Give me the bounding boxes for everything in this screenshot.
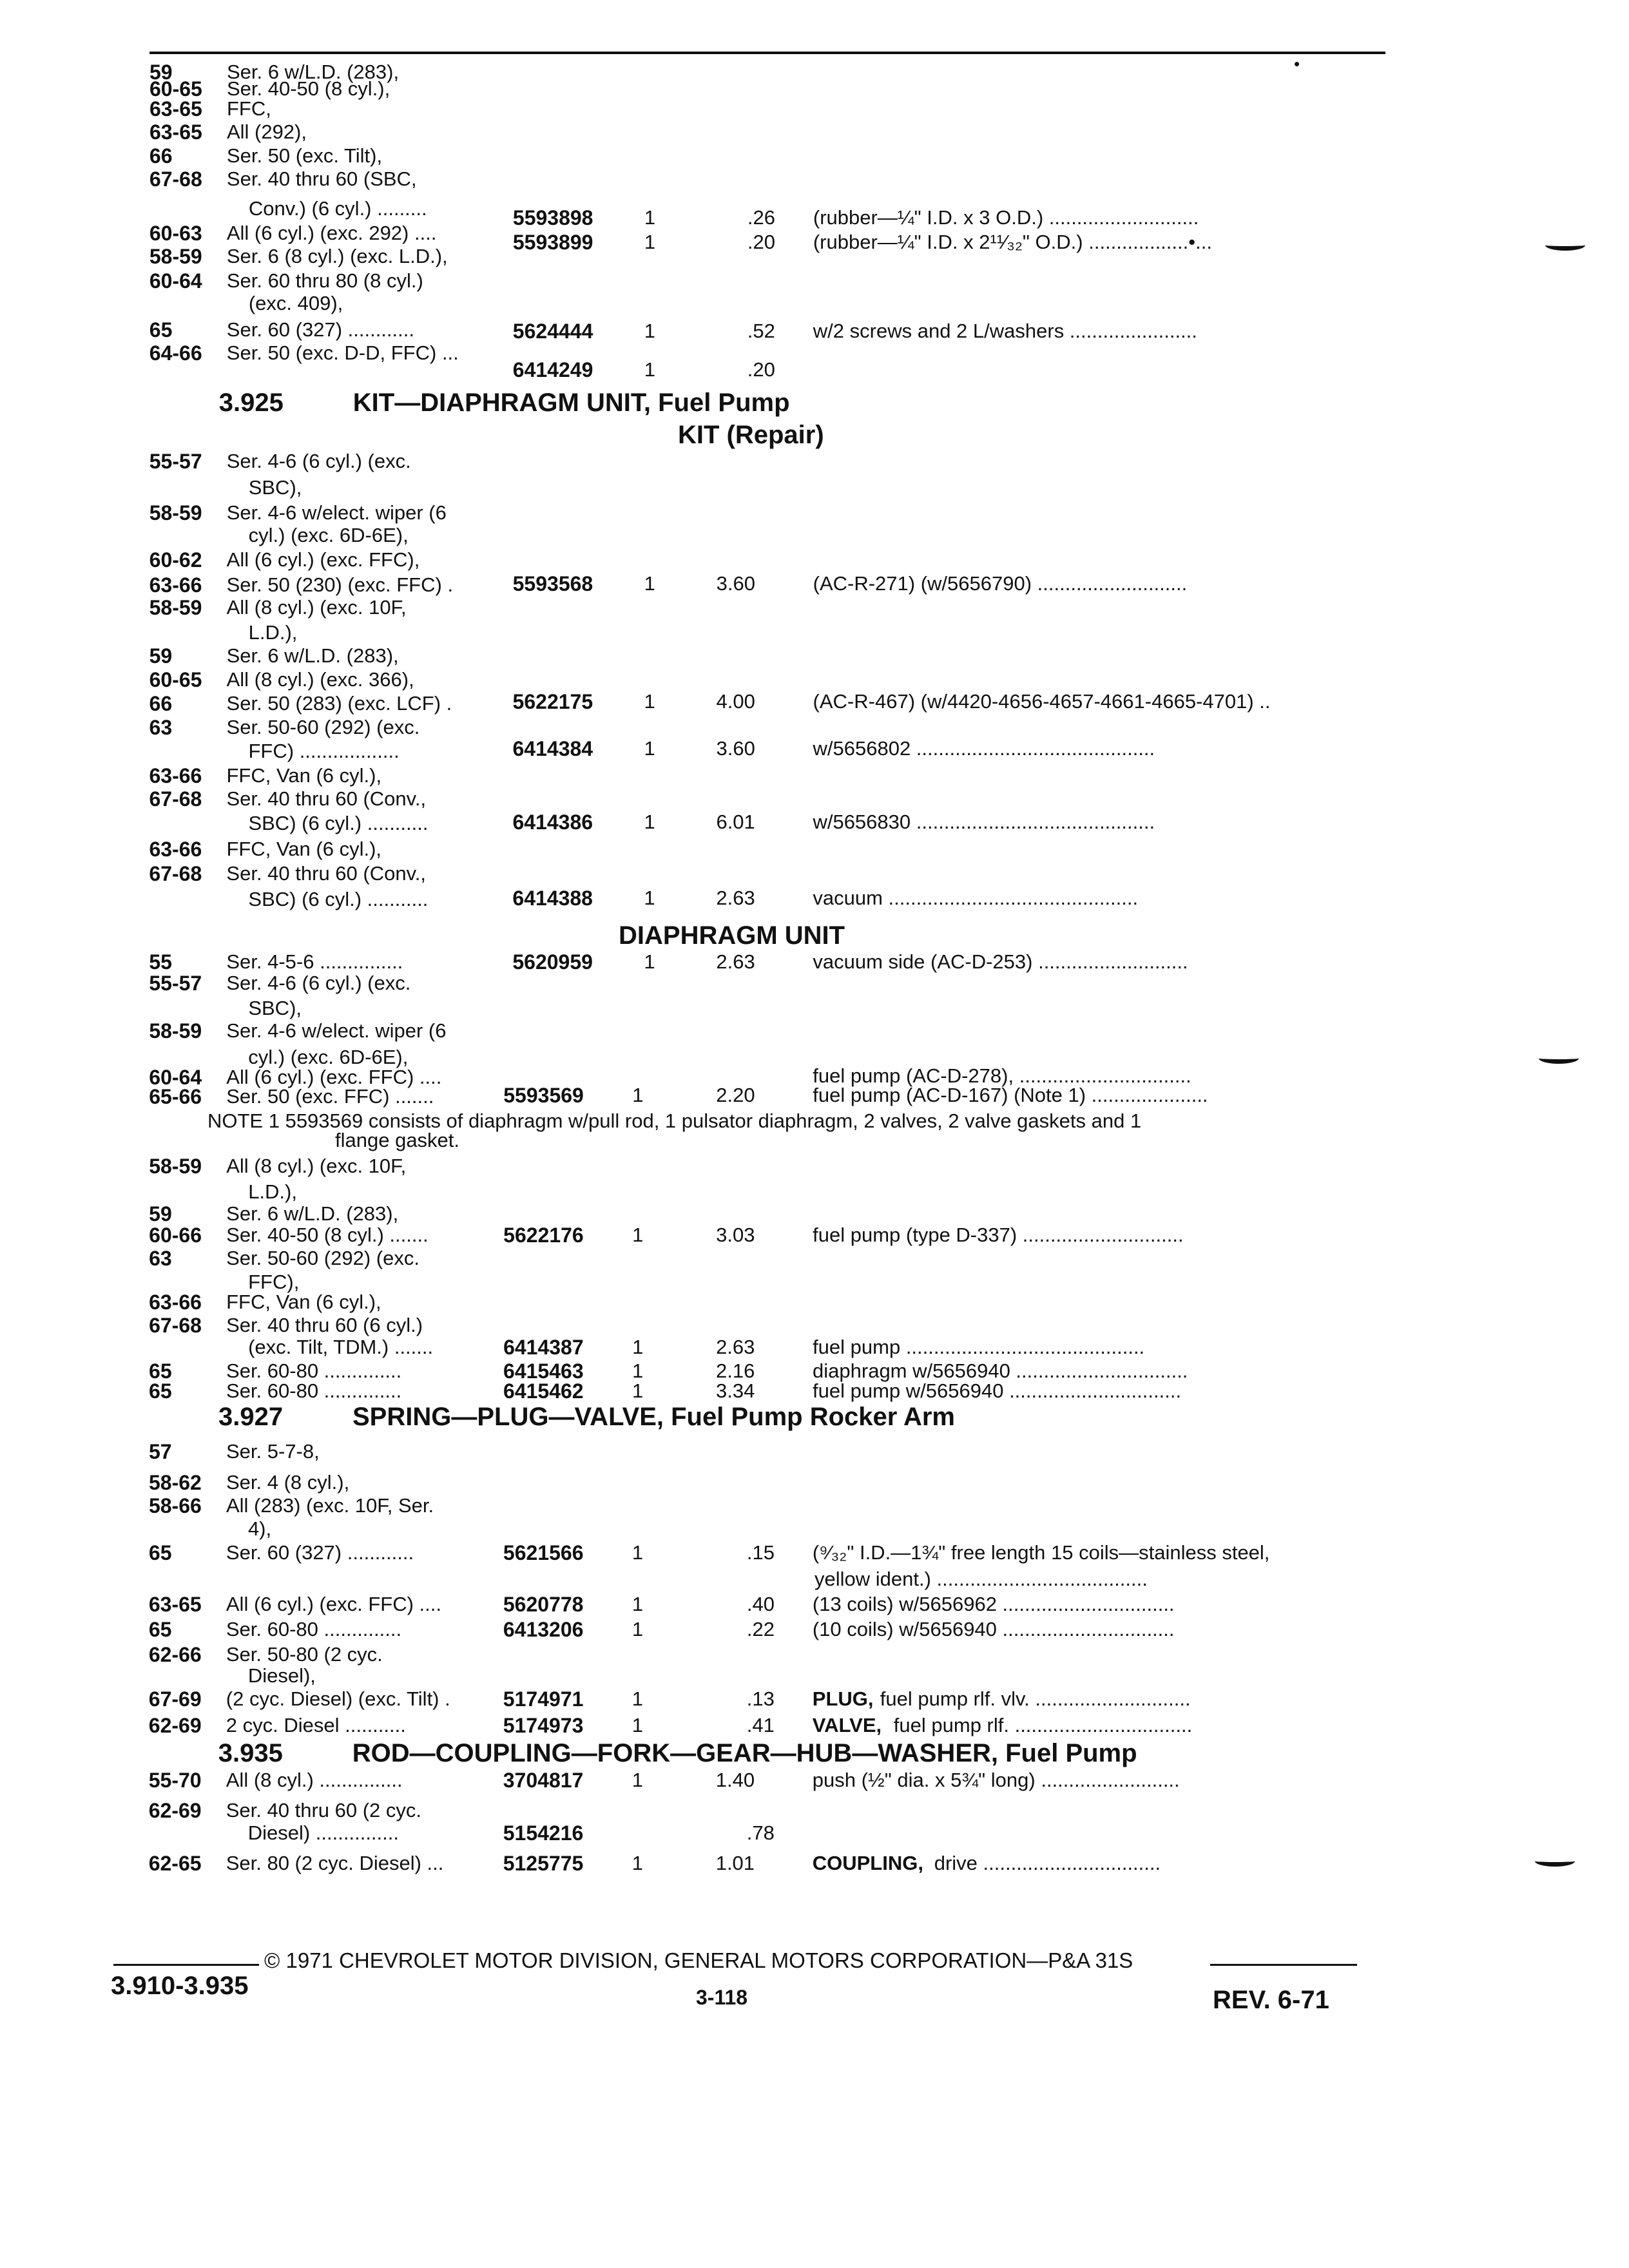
price: .20 [747,358,775,381]
part-number: 5620959 [512,950,593,974]
part-number: 6415462 [503,1379,584,1403]
top-dot: • [1294,54,1300,73]
model-years: 67-68 [149,1314,202,1337]
application-desc: Ser. 4 (8 cyl.), [226,1471,350,1494]
binding-mark [1539,1053,1579,1064]
model-years: 60-64 [149,269,202,293]
model-years: 65 [148,1618,172,1641]
footer-rule-right [1210,1964,1357,1966]
application-desc: All (6 cyl.) (exc. FFC) .... [226,1593,441,1615]
description: w/2 screws and 2 L/washers ....................... [813,320,1197,342]
application-desc: Ser. 50 (230) (exc. FFC) . [226,573,454,596]
model-years: 58-59 [149,501,202,524]
part-number: 5621566 [503,1541,584,1564]
subsection-title: DIAPHRAGM UNIT [619,921,845,950]
application-desc: Ser. 4-6 (6 cyl.) (exc. [226,450,411,472]
part-number: 5174971 [503,1687,584,1711]
application-desc: Ser. 40 thru 60 (2 cyc. [226,1799,421,1821]
quantity: 1 [631,1852,643,1874]
section-number: 3.925 [218,389,284,417]
part-number: 5125775 [503,1852,584,1875]
description: fuel pump rlf. vlv. ............................ [880,1687,1191,1710]
description: fuel pump (AC-D-167) (Note 1) ..................... [813,1084,1208,1106]
model-years: 63-65 [149,120,202,144]
model-years: 58-59 [149,1019,202,1043]
quantity: 1 [631,1769,643,1791]
top-rule [149,52,1385,54]
item-name: COUPLING, [812,1852,923,1874]
part-number: 5593569 [503,1084,584,1107]
footer-rule-left [113,1964,259,1966]
model-years: 65 [148,1541,172,1564]
application-desc: All (292), [226,120,307,143]
model-years: 60-62 [149,548,202,572]
price: 3.34 [716,1379,755,1402]
price: .15 [746,1541,775,1564]
model-years: 58-59 [149,596,202,619]
description: vacuum side (AC-D-253) ........................... [813,950,1188,973]
model-years: 63-66 [149,838,202,861]
model-years: 55-57 [149,972,202,995]
model-years: 59 [149,644,173,668]
application-desc: Ser. 40 thru 60 (Conv., [226,862,427,885]
note-text: NOTE 1 5593569 consists of diaphragm w/pull rod, 1 pulsator diaphragm, 2 valves, 2 valve gaskets and 1 [207,1110,1142,1132]
description: diaphragm w/5656940 ............................... [813,1360,1188,1382]
price: 2.20 [716,1084,755,1106]
model-years: 67-68 [149,787,202,811]
model-years: 57 [148,1440,172,1463]
quantity: 1 [644,358,656,381]
application-desc: (2 cyc. Diesel) (exc. Tilt) . [226,1687,450,1710]
model-years: 65-66 [149,1085,202,1108]
part-number: 6413206 [503,1618,584,1641]
model-years: 63 [149,716,173,739]
application-desc-cont: L.D.), [248,621,298,644]
application-desc-cont: Diesel), [247,1664,316,1687]
model-years: 60-64 [149,1066,202,1089]
price: .13 [746,1687,775,1710]
binding-mark [1535,1856,1575,1867]
model-years: 60-63 [149,222,202,245]
application-desc-cont: SBC) (6 cyl.) ........... [248,812,429,834]
price: 4.00 [716,690,755,713]
model-years: 63-66 [149,573,202,597]
description: (AC-R-467) (w/4420-4656-4657-4661-4665-4701) .. [813,690,1271,713]
price: .78 [746,1821,775,1844]
quantity: 1 [631,1714,644,1736]
description: push (½" dia. x 5¾" long) ......................... [812,1769,1180,1791]
footer-section-range: 3.910-3.935 [111,1972,249,2000]
application-desc: Ser. 50-60 (292) (exc. [226,1247,419,1269]
application-desc: Ser. 6 w/L.D. (283), [226,644,399,667]
application-desc: 2 cyc. Diesel ........... [226,1714,406,1736]
model-years: 58-59 [149,245,202,268]
section-title: SPRING—PLUG—VALVE, Fuel Pump Rocker Arm [352,1403,955,1431]
part-number: 5593568 [512,572,593,595]
application-desc: Ser. 50 (exc. D-D, FFC) ... [226,341,459,364]
section-title: ROD—COUPLING—FORK—GEAR—HUB—WASHER, Fuel Pump [352,1739,1137,1767]
model-years: 63-66 [149,1291,202,1314]
application-desc: Ser. 60-80 .............. [226,1360,402,1382]
model-years: 58-62 [148,1471,202,1494]
model-years: 65 [149,1360,172,1383]
application-desc: Ser. 50 (exc. FFC) ....... [226,1085,434,1108]
application-desc-cont: Conv.) (6 cyl.) ......... [248,197,427,220]
price: .26 [747,206,775,229]
footer-copyright: © 1971 CHEVROLET MOTOR DIVISION, GENERAL MOTORS CORPORATION—P&A 31S [264,1948,1133,1972]
application-desc-cont: flange gasket. [335,1129,460,1151]
application-desc: Ser. 4-6 w/elect. wiper (6 [226,1019,447,1042]
quantity: 1 [644,950,655,973]
application-desc: Ser. 40 thru 60 (Conv., [226,787,427,810]
description: fuel pump (type D-337) ............................. [813,1224,1184,1246]
model-years: 55-70 [148,1769,202,1792]
price: .52 [747,320,775,342]
description: (AC-R-271) (w/5656790) ........................... [813,572,1188,595]
application-desc-cont: SBC) (6 cyl.) ........... [248,888,429,910]
price: 3.60 [716,737,755,760]
quantity: 1 [632,1360,644,1382]
model-years: 63-65 [148,1593,202,1616]
model-years: 63-65 [149,97,202,120]
model-years: 63 [149,1247,172,1270]
description: vacuum ............................................. [813,887,1139,909]
application-desc: Ser. 50 (exc. Tilt), [226,144,383,167]
application-desc: Ser. 50 (283) (exc. LCF) . [226,692,452,715]
price: 2.16 [716,1360,755,1382]
model-years: 65 [149,1379,172,1403]
model-years: 60-65 [149,77,202,101]
model-years: 66 [149,692,173,715]
description: (10 coils) w/5656940 ............................... [812,1618,1175,1640]
model-years: 64-66 [149,341,202,365]
model-years: 63-66 [149,764,202,787]
application-desc: Ser. 60-80 .............. [226,1379,402,1402]
part-number: 5593899 [512,231,593,254]
quantity: 1 [631,1687,644,1710]
section-number: 3.927 [218,1403,284,1431]
application-desc: Ser. 60-80 .............. [226,1618,402,1640]
application-desc: Ser. 40 thru 60 (6 cyl.) [226,1314,423,1336]
model-years: 60-66 [149,1224,202,1247]
quantity: 1 [632,1224,644,1246]
quantity: 1 [631,1618,644,1640]
model-years: 65 [149,318,173,341]
application-desc: Ser. 6 w/L.D. (283), [227,61,400,83]
application-desc-cont: 4), [247,1517,272,1540]
application-desc: Ser. 50-80 (2 cyc. [226,1643,383,1666]
part-number: 6414386 [512,811,593,834]
application-desc: All (8 cyl.) (exc. 10F, [226,596,407,619]
description: fuel pump (AC-D-278), ............................... [813,1064,1191,1087]
application-desc-cont: (exc. 409), [248,292,343,314]
part-number: 5620778 [503,1593,584,1616]
quantity: 1 [632,1336,644,1358]
price: .41 [746,1714,775,1736]
application-desc: All (8 cyl.) (exc. 10F, [226,1155,407,1177]
description: drive ................................ [934,1852,1161,1874]
application-desc: Ser. 50-60 (292) (exc. [226,716,420,738]
application-desc-cont: L.D.), [248,1180,297,1203]
application-desc: FFC, [226,97,271,120]
application-desc: Ser. 80 (2 cyc. Diesel) ... [226,1852,444,1874]
application-desc-cont: Diesel) ............... [247,1821,399,1844]
price: 2.63 [716,950,755,973]
quantity: 1 [644,320,656,342]
model-years: 58-59 [149,1155,202,1178]
application-desc: Ser. 40-50 (8 cyl.) ....... [226,1224,429,1246]
model-years: 67-68 [149,168,202,191]
quantity: 1 [632,1379,644,1402]
part-number: 5624444 [512,320,593,343]
section-number: 3.935 [218,1739,283,1767]
model-years: 60-65 [149,668,202,691]
quantity: 1 [644,206,656,229]
application-desc: Ser. 60 thru 80 (8 cyl.) [226,269,423,292]
quantity: 1 [631,1593,644,1615]
model-years: 62-66 [148,1643,202,1666]
application-desc-cont: FFC), [248,1271,300,1293]
price: .20 [747,231,775,253]
model-years: 67-69 [148,1687,202,1711]
subsection-title: KIT (Repair) [678,421,824,449]
item-name: PLUG, [812,1687,874,1710]
price: 2.63 [716,1336,755,1358]
application-desc: Ser. 4-5-6 ............... [226,950,403,973]
quantity: 1 [632,1084,644,1106]
application-desc: FFC, Van (6 cyl.), [226,764,382,787]
application-desc: All (6 cyl.) (exc. 292) .... [226,222,437,244]
part-number: 5154216 [503,1821,584,1845]
footer-page-number: 3-118 [696,1986,748,2009]
application-desc-cont: cyl.) (exc. 6D-6E), [248,1046,409,1068]
quantity: 1 [644,811,655,833]
item-name: VALVE, [812,1714,882,1736]
price: 3.60 [716,572,755,595]
model-years: 67-68 [149,862,202,885]
price: .22 [746,1618,775,1640]
application-desc: Ser. 5-7-8, [226,1440,320,1463]
description: fuel pump w/5656940 ............................... [813,1379,1182,1402]
section-title: KIT—DIAPHRAGM UNIT, Fuel Pump [352,389,790,417]
part-number: 6414249 [512,358,593,381]
model-years: 55-57 [149,450,202,473]
price: 2.63 [716,887,755,909]
application-desc-cont: SBC), [248,997,302,1019]
description: (⁹⁄₃₂" I.D.—1¾" free length 15 coils—stainless steel, [812,1541,1270,1564]
part-number: 3704817 [503,1769,584,1792]
application-desc: Ser. 4-6 w/elect. wiper (6 [226,501,447,524]
part-number: 6414387 [503,1336,584,1359]
application-desc: Ser. 60 (327) ............ [226,1541,414,1564]
quantity: 1 [644,737,655,760]
quantity: 1 [644,887,655,909]
price: .40 [746,1593,775,1615]
price: 6.01 [716,811,755,833]
application-desc: All (6 cyl.) (exc. FFC) .... [226,1066,442,1088]
application-desc: Ser. 40 thru 60 (SBC, [226,168,417,190]
model-years: 62-65 [148,1852,202,1875]
application-desc-cont: SBC), [248,476,302,499]
part-number: 5622175 [512,690,593,713]
application-desc: All (6 cyl.) (exc. FFC), [226,548,420,571]
quantity: 1 [644,690,655,713]
quantity: 1 [644,231,656,253]
application-desc: FFC, Van (6 cyl.), [226,838,382,860]
part-number: 6414388 [512,887,593,910]
application-desc: All (8 cyl.) ............... [226,1769,403,1791]
application-desc-cont: cyl.) (exc. 6D-6E), [248,524,409,546]
binding-mark [1545,240,1585,251]
description: (rubber—¼" I.D. x 2¹¹⁄₃₂" O.D.) ..................•... [813,231,1212,253]
description: fuel pump rlf. ................................ [893,1714,1193,1736]
application-desc-cont: (exc. Tilt, TDM.) ....... [248,1336,434,1358]
part-number: 5174973 [503,1714,584,1737]
model-years: 66 [149,144,173,168]
application-desc: Ser. 60 (327) ............ [226,318,414,341]
description: w/5656802 ........................................... [813,737,1155,760]
model-years: 55 [149,950,172,974]
application-desc: Ser. 4-6 (6 cyl.) (exc. [226,972,411,994]
part-number: 5593898 [512,206,593,229]
model-years: 59 [149,61,173,84]
quantity: 1 [644,572,655,595]
application-desc: Ser. 40-50 (8 cyl.), [226,77,390,100]
part-number: 6415463 [503,1360,584,1383]
application-desc: FFC, Van (6 cyl.), [226,1291,381,1313]
model-years: 62-69 [148,1714,202,1737]
part-number: 5622176 [503,1224,584,1247]
description: w/5656830 ........................................... [813,811,1155,833]
application-desc: All (283) (exc. 10F, Ser. [226,1494,434,1517]
application-desc: All (8 cyl.) (exc. 366), [226,668,414,691]
price: 1.40 [715,1769,755,1791]
application-desc: Ser. 6 (8 cyl.) (exc. L.D.), [226,245,448,267]
description: (13 coils) w/5656962 ............................... [812,1593,1175,1615]
description-cont: yellow ident.) ...................................... [815,1568,1148,1590]
application-desc-cont: FFC) .................. [248,740,400,762]
price: 3.03 [716,1224,755,1246]
footer-revision: REV. 6-71 [1213,1986,1329,2014]
part-number: 6414384 [512,737,593,760]
application-desc: Ser. 6 w/L.D. (283), [226,1202,399,1225]
model-years: 62-69 [148,1799,202,1822]
description: fuel pump ........................................... [813,1336,1145,1358]
description: (rubber—¼" I.D. x 3 O.D.) ........................... [813,206,1199,229]
model-years: 58-66 [148,1494,202,1517]
quantity: 1 [631,1541,644,1564]
model-years: 59 [149,1202,172,1225]
price: 1.01 [715,1852,755,1874]
